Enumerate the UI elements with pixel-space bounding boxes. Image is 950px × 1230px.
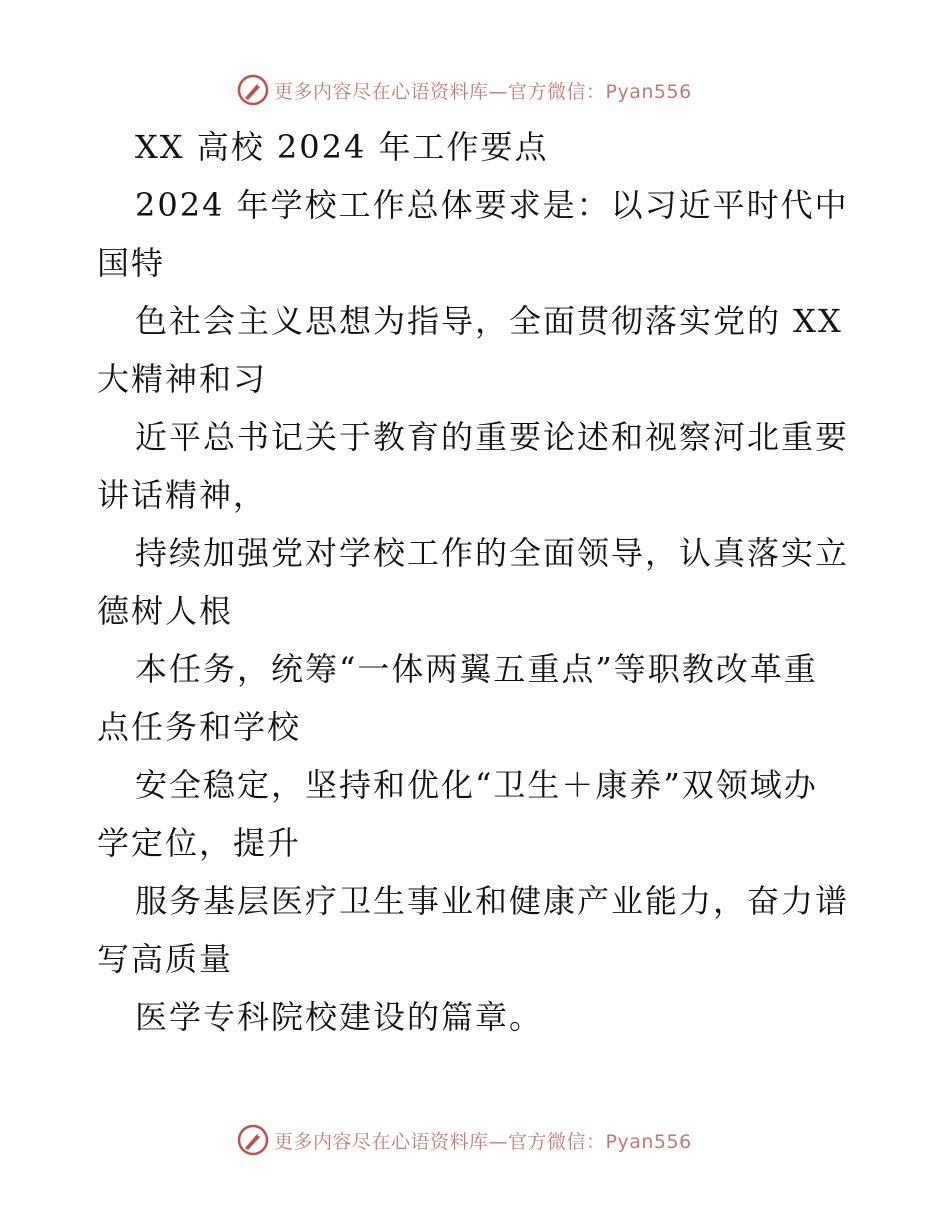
line-tail: 学定位，提升 (97, 824, 302, 862)
doc-paragraph-line (97, 408, 857, 524)
pen-logo-icon (236, 1123, 270, 1157)
doc-paragraph-line (97, 524, 857, 640)
footer-watermark (236, 1122, 692, 1158)
doc-title (97, 118, 857, 176)
line-tail: 大精神和习 (97, 360, 268, 398)
watermark-text: 更多内容尽在心语资料库—官方微信：Pyan556 (274, 1130, 692, 1153)
line-main: XX 高校 2024 年工作要点 (135, 128, 549, 166)
line-main: 本任务，统筹“一体两翼五重点”等职教改革重 (135, 650, 818, 688)
watermark-text: 更多内容尽在心语资料库—官方微信：Pyan556 (274, 80, 692, 103)
header-watermark (236, 72, 692, 108)
line-main: 2024 年学校工作总体要求是：以习近平时代中 (135, 186, 849, 224)
line-tail: 德树人根 (97, 592, 234, 630)
line-tail: 国特 (97, 244, 166, 282)
doc-paragraph-line (97, 872, 857, 988)
line-main: 医学专科院校建设的篇章。 (135, 998, 544, 1036)
doc-paragraph-line (97, 640, 857, 756)
line-main: 色社会主义思想为指导，全面贯彻落实党的 XX (135, 302, 843, 340)
document-body (97, 118, 857, 1046)
line-tail: 讲话精神， (97, 476, 268, 514)
doc-paragraph-line (97, 176, 857, 292)
line-main: 服务基层医疗卫生事业和健康产业能力，奋力谱 (135, 882, 850, 920)
line-main: 安全稳定，坚持和优化“卫生＋康养”双领域办 (135, 766, 818, 804)
doc-paragraph-line (97, 988, 857, 1046)
line-tail: 点任务和学校 (97, 708, 302, 746)
doc-paragraph-line (97, 292, 857, 408)
line-tail: 写高质量 (97, 940, 234, 978)
doc-paragraph-line (97, 756, 857, 872)
pen-logo-icon (236, 73, 270, 107)
line-main: 近平总书记关于教育的重要论述和视察河北重要 (135, 418, 850, 456)
line-main: 持续加强党对学校工作的全面领导，认真落实立 (135, 534, 850, 572)
